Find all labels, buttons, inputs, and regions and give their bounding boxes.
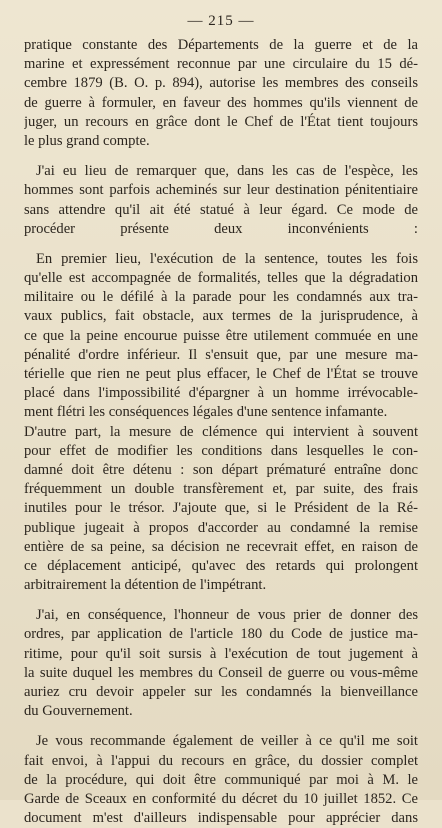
- text-line: pour effet de modifier les conditions dans lesquelles le con-: [24, 442, 418, 459]
- body-text: [24, 36, 418, 828]
- text-line: vaux publics, fait obstacle, aux termes de la jurisprudence, à: [24, 308, 418, 325]
- text-line: ce déplacement anticipé, qu'avec des retards qui prolongent: [24, 557, 418, 574]
- text-line: pratique constante des Départements de la guerre et de la: [24, 37, 418, 53]
- paragraph-gap: [24, 239, 418, 250]
- text-line: sans attendre qu'il ait été statué à leur égard. Ce mode de: [24, 201, 418, 218]
- text-line: ritime, pour qu'il soit sursis à l'exécution de tout jugement à: [24, 645, 418, 662]
- text-line: de guerre à formuler, en faveur des hommes qu'ils viennent de: [24, 94, 418, 111]
- paragraph-gap: [24, 151, 418, 162]
- text-line: fait envoi, à l'appui du recours en grâce, du dossier complet: [24, 752, 418, 769]
- text-line: inutiles pour le trésor. J'ajoute que, si le Président de la Ré-: [24, 500, 418, 517]
- text-line: marine et expressément reconnue par une circulaire du 15 dé-: [24, 56, 418, 73]
- text-line: juger, un recours en grâce dont le Chef de l'État tient toujours: [24, 113, 418, 130]
- paragraph: [24, 162, 418, 239]
- paragraph-gap: [24, 595, 418, 606]
- text-line: hommes sont parfois acheminés sur leur destination pénitentiaire: [24, 182, 418, 199]
- text-line: entière de sa peine, sa décision ne recevrait effet, en raison de: [24, 538, 418, 555]
- text-line: qu'elle est accompagnée de formalités, telles que la dégradation: [24, 270, 418, 287]
- paragraph: [24, 36, 418, 151]
- text-line: Je vous recommande également de veiller à ce qu'il me soit: [36, 733, 418, 750]
- text-line: de la procédure, qui doit être communiqué par moi à M. le: [24, 771, 418, 788]
- text-line: ordres, par application de l'article 180 du Code de justice ma-: [24, 626, 418, 643]
- text-line: du Gouvernement.: [24, 703, 133, 720]
- text-line: J'ai eu lieu de remarquer que, dans les cas de l'espèce, les: [36, 163, 418, 180]
- text-line: auriez cru devoir appeler sur les condamnés la bienveillance: [24, 684, 418, 700]
- text-line: cembre 1879 (B. O. p. 894), autorise les membres des conseils: [24, 75, 418, 92]
- text-line: D'autre part, la mesure de clémence qui intervient à souvent: [24, 423, 418, 440]
- text-line: pénalité d'ordre inférieur. Il s'ensuit que, par une mesure ma-: [24, 346, 418, 363]
- text-line: publique jugeait à propos d'accorder au condamné la remise: [24, 519, 418, 536]
- text-line: ce que la peine encourue puisse être utilement commuée en une: [24, 327, 418, 344]
- page-number: — 215 —: [187, 13, 255, 29]
- text-line: placé dans l'impossibilité d'épargner à un homme irrévocable-: [24, 385, 418, 402]
- text-line: térielle que rien ne peut plus effacer, le Chef de l'État se trouve: [24, 366, 418, 382]
- text-line: En premier lieu, l'exécution de la sentence, toutes les fois: [36, 250, 418, 267]
- text-line: fréquemment un double transfèrement et, par suite, des frais: [24, 481, 418, 498]
- paragraph: [24, 606, 418, 721]
- text-line: procéder présente deux inconvénients :: [24, 220, 418, 237]
- paragraph: [24, 732, 418, 828]
- text-line: le plus grand compte.: [24, 132, 150, 149]
- text-line: Garde de Sceaux en conformité du décret du 10 juillet 1852. Ce: [24, 790, 418, 807]
- text-line: arbitrairement la détention de l'impétrant.: [24, 577, 267, 594]
- paragraph-gap: [24, 721, 418, 732]
- text-line: J'ai, en conséquence, l'honneur de vous prier de donner des: [36, 607, 418, 624]
- text-line: ment flétri les conséquences légales d'une sentence infamante.: [24, 404, 388, 421]
- paragraph: [24, 250, 418, 595]
- text-line: militaire ou le défilé à la parade pour les condamnés aux tra-: [24, 289, 418, 306]
- text-line: document m'est d'ailleurs indispensable pour apprécier dans: [24, 810, 418, 827]
- text-line: damné doit être détenu : son départ prématuré entraîne donc: [24, 461, 418, 478]
- text-line: la suite duquel les membres du Conseil de guerre ou vous-même: [24, 664, 418, 681]
